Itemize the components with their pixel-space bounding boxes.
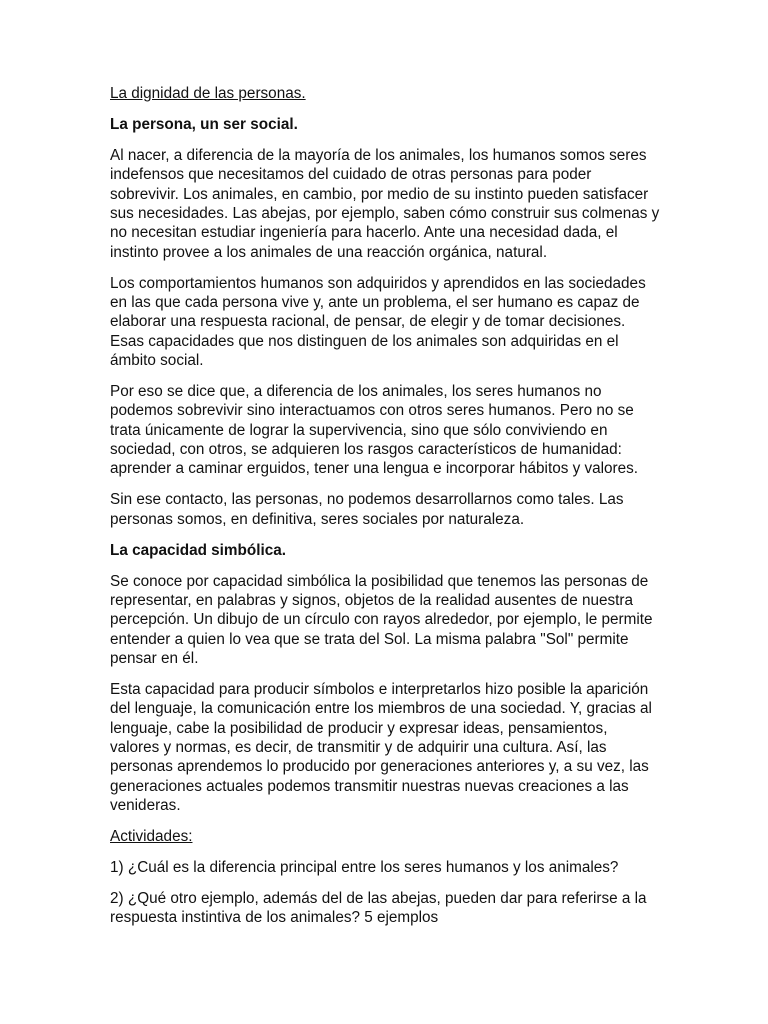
paragraph-4: Sin ese contacto, las personas, no podemos desarrollarnos como tales. Las personas somos, en definitiva, seres sociales por naturaleza. [110,491,624,528]
paragraph-5: Se conoce por capacidad simbólica la posibilidad que tenemos las personas de representar, en palabras y signos, objetos de la realidad ausentes de nuestra percepción. Un dibujo de un círculo con rayos alrededor, por ejemplo, le permite entender a quien lo vea que se trata del Sol. La misma palabra "Sol" permite pensar en él. [110,572,653,667]
activities-heading: Actividades: [110,827,193,845]
section-heading-persona-ser-social: La persona, un ser social. [110,116,298,134]
paragraph-2: Los comportamientos humanos son adquiridos y aprendidos en las sociedades en las que cada persona vive y, ante un problema, el ser humano es capaz de elaborar una respuesta racional, de pensar, de elegir y de tomar decisiones. Esas capacidades que nos distinguen de los animales son adquiridas en el ámbito social. [110,274,646,369]
question-2: 2) ¿Qué otro ejemplo, además del de las abejas, pueden dar para referirse a la respuesta instintiva de los animales? 5 ejemplos [110,890,647,927]
paragraph-1: Al nacer, a diferencia de la mayoría de los animales, los humanos somos seres indefensos que necesitamos del cuidado de otras personas para poder sobrevivir. Los animales, en cambio, por medio de su instinto pueden satisfacer sus necesidades. Las abejas, por ejemplo, saben cómo construir sus colmenas y no necesitan estudiar ingeniería para hacerlo. Ante una necesidad dada, el instinto provee a los animales de una reacción orgánica, natural. [110,147,660,261]
paragraph-6: Esta capacidad para producir símbolos e interpretarlos hizo posible la aparición del lenguaje, la comunicación entre los miembros de una sociedad. Y, gracias al lenguaje, cabe la posibilidad de producir y expresar ideas, pensamientos, valores y normas, es decir, de transmitir y de adquirir una cultura. Así, las personas aprendemos lo producido por generaciones anteriores y, a su vez, las generaciones actuales podemos transmitir nuestras nuevas creaciones a las venideras. [110,681,652,814]
paragraph-3: Por eso se dice que, a diferencia de los animales, los seres humanos no podemos sobrevivir sino interactuamos con otros seres humanos. Pero no se trata únicamente de lograr la supervivencia, sino que sólo conviviendo en sociedad, con otros, se adquieren los rasgos característicos de humanidad: aprender a caminar erguidos, tener una lengua e incorporar hábitos y valores. [110,383,639,478]
document-page [110,84,660,940]
question-1: 1) ¿Cuál es la diferencia principal entre los seres humanos y los animales? [110,859,619,877]
document-title: La dignidad de las personas. [110,85,306,102]
section-heading-capacidad-simbolica: La capacidad simbólica. [110,541,286,559]
